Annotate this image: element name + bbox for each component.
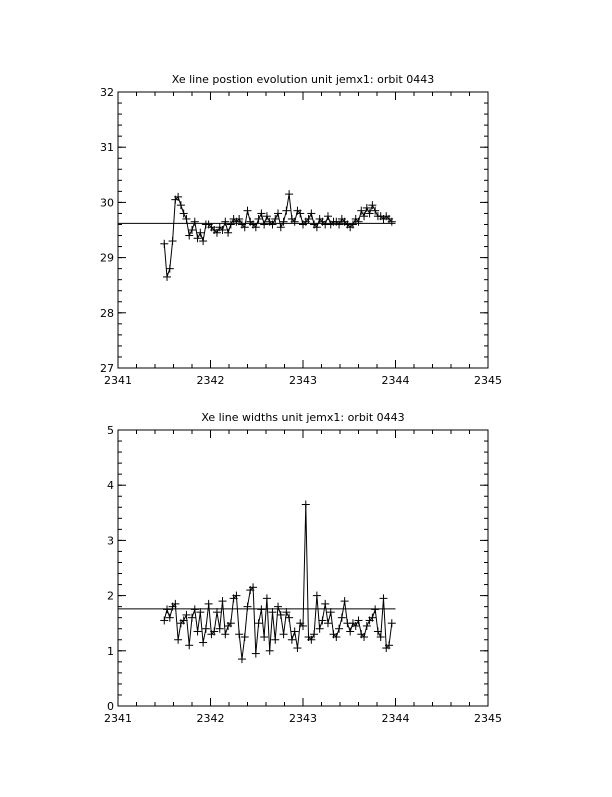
data-point-marker [280, 630, 288, 638]
y-tick-label: 1 [107, 644, 114, 658]
x-tick-label: 2342 [196, 374, 225, 387]
data-point-marker [257, 605, 265, 613]
data-point-marker [163, 273, 171, 281]
data-point-marker [185, 641, 193, 649]
y-tick-label: 3 [107, 534, 114, 548]
y-tick-label: 30 [100, 196, 114, 210]
chart-title: Xe line postion evolution unit jemx1: orbit 0443 [171, 73, 435, 86]
data-point-marker [324, 212, 332, 220]
data-point-marker [341, 597, 349, 605]
data-point-marker [288, 636, 296, 644]
x-tick-label: 2345 [474, 374, 502, 387]
data-point-marker [202, 625, 210, 633]
data-point-marker [266, 647, 274, 655]
y-tick-label: 28 [100, 306, 114, 320]
y-tick-label: 4 [107, 479, 114, 493]
data-point-marker [199, 639, 207, 647]
y-tick-label: 29 [100, 251, 114, 265]
x-tick-label: 2344 [381, 712, 410, 725]
data-point-marker [219, 597, 227, 605]
data-point-marker [238, 655, 246, 663]
data-point-marker [263, 594, 271, 602]
y-tick-label: 5 [107, 424, 114, 437]
data-point-marker [169, 237, 177, 245]
data-point-marker [335, 625, 343, 633]
data-point-marker [213, 608, 221, 616]
data-point-marker [327, 608, 335, 616]
data-point-marker [260, 633, 268, 641]
series-line-position [164, 194, 391, 277]
data-point-marker [205, 600, 213, 608]
data-point-marker [194, 627, 202, 635]
series-line-width [164, 505, 391, 660]
data-point-marker [160, 240, 168, 248]
x-tick-label: 2343 [289, 374, 317, 387]
data-point-marker [191, 218, 199, 226]
data-point-marker [268, 608, 276, 616]
data-point-marker [313, 592, 321, 600]
chart-title: Xe line widths unit jemx1: orbit 0443 [201, 411, 405, 424]
data-point-marker [221, 630, 229, 638]
data-point-marker [285, 190, 293, 198]
data-point-marker [244, 603, 252, 611]
data-point-marker [346, 627, 354, 635]
data-point-marker [371, 605, 379, 613]
x-tick-label: 2343 [289, 712, 317, 725]
data-point-marker [338, 614, 346, 622]
line-widths-chart [104, 411, 502, 725]
data-point-marker [293, 644, 301, 652]
x-tick-label: 2341 [104, 374, 132, 387]
y-tick-label: 2 [107, 589, 114, 603]
data-point-marker [274, 603, 282, 611]
x-tick-label: 2344 [381, 374, 410, 387]
data-point-marker [302, 501, 310, 509]
data-point-marker [282, 207, 290, 215]
y-tick-label: 31 [100, 141, 114, 155]
data-point-marker [177, 201, 185, 209]
data-point-marker [316, 625, 324, 633]
x-tick-label: 2345 [474, 712, 502, 725]
position-evolution-chart [100, 73, 502, 387]
data-point-marker [388, 619, 396, 627]
data-point-marker [255, 619, 263, 627]
data-point-marker [174, 636, 182, 644]
x-tick-label: 2341 [104, 712, 132, 725]
x-tick-label: 2342 [196, 712, 225, 725]
y-tick-label: 27 [100, 362, 114, 375]
data-point-marker [244, 207, 252, 215]
y-tick-label: 32 [100, 86, 114, 99]
data-point-marker [291, 627, 299, 635]
data-point-marker [271, 636, 279, 644]
plot-frame [118, 430, 488, 706]
data-point-marker [321, 600, 329, 608]
data-point-marker [252, 650, 260, 658]
data-point-marker [379, 594, 387, 602]
y-tick-label: 0 [107, 700, 114, 713]
